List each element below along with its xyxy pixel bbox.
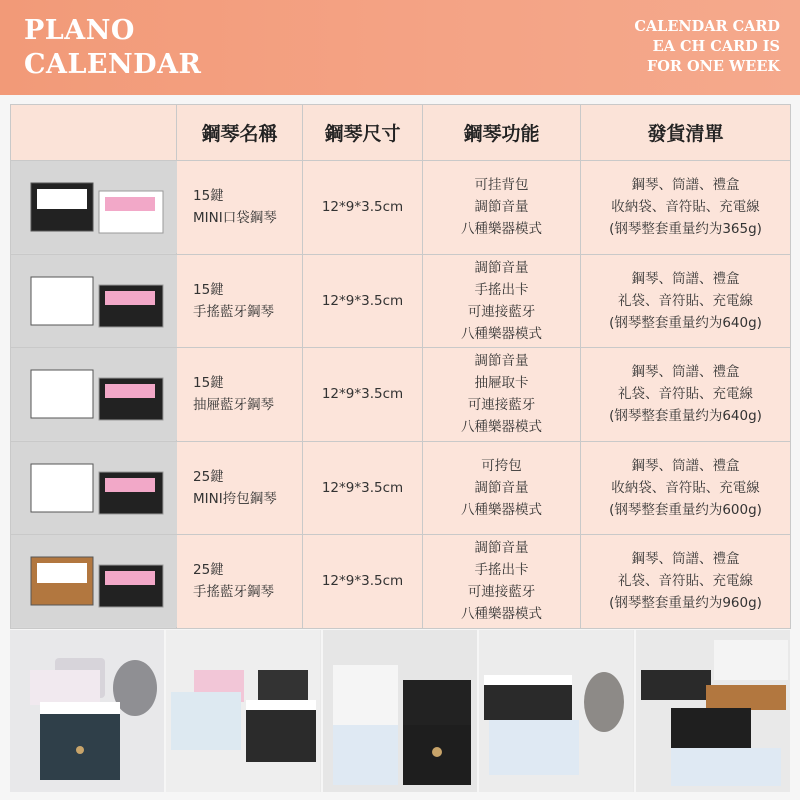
contents-line: (钢琴整套重量约为600g) <box>609 501 762 518</box>
product-features-cell <box>423 161 581 255</box>
product-comparison-table <box>10 104 791 629</box>
feature-line: 八種樂器模式 <box>461 221 542 238</box>
header-features: 鋼琴功能 <box>423 105 581 161</box>
feature-line: 八種樂器模式 <box>461 325 542 342</box>
product-name-line: 15鍵 <box>193 281 224 298</box>
piano-product-photo-icon <box>11 348 177 440</box>
product-features-cell <box>423 254 581 348</box>
product-name-line: 手搖藍牙鋼琴 <box>193 584 274 601</box>
header-image <box>11 105 177 161</box>
gallery-photo-5 <box>636 630 790 792</box>
contents-line: (钢琴整套重量约为365g) <box>609 221 762 238</box>
piano-box-photo-icon <box>479 630 633 792</box>
gallery-strip <box>10 630 790 792</box>
product-name-line: 15鍵 <box>193 188 224 205</box>
product-image-cell <box>11 441 177 535</box>
tagline-line-3: FOR ONE WEEK <box>647 58 780 75</box>
table-row <box>11 254 791 348</box>
contents-line: 鋼琴、筒譜、禮盒 <box>631 177 740 194</box>
gallery-photo-2 <box>166 630 320 792</box>
product-size-cell: 12*9*3.5cm <box>303 254 423 348</box>
feature-line: 可連接藍牙 <box>467 397 536 414</box>
brand-line-2: CALENDAR <box>24 49 202 80</box>
contents-line: 鋼琴、筒譜、禮盒 <box>631 457 740 474</box>
package-contents-cell <box>581 535 791 629</box>
product-name-cell <box>177 254 303 348</box>
product-name-line: MINI挎包鋼琴 <box>193 490 277 507</box>
product-features-cell <box>423 348 581 442</box>
contents-line: 鋼琴、筒譜、禮盒 <box>631 551 740 568</box>
piano-product-photo-icon <box>11 442 177 534</box>
header-name: 鋼琴名稱 <box>177 105 303 161</box>
contents-line: 收納袋、音符貼、充電線 <box>611 199 760 216</box>
feature-line: 調節音量 <box>474 540 529 557</box>
feature-line: 調節音量 <box>474 199 529 216</box>
feature-line: 可連接藍牙 <box>467 303 536 320</box>
product-image-cell <box>11 348 177 442</box>
product-size-cell: 12*9*3.5cm <box>303 348 423 442</box>
product-name-cell <box>177 535 303 629</box>
product-name-cell <box>177 441 303 535</box>
brand-line-1: PLANO <box>24 15 135 46</box>
product-name-line: MINI口袋鋼琴 <box>193 210 277 227</box>
product-image-cell <box>11 161 177 255</box>
contents-line: (钢琴整套重量约为640g) <box>609 408 762 425</box>
tagline-line-1: CALENDAR CARD <box>634 18 780 35</box>
product-name-cell <box>177 161 303 255</box>
product-size-cell: 12*9*3.5cm <box>303 161 423 255</box>
feature-line: 調節音量 <box>474 259 529 276</box>
contents-line: (钢琴整套重量约为640g) <box>609 314 762 331</box>
product-name-cell <box>177 348 303 442</box>
contents-line: 礼袋、音符貼、充電線 <box>618 573 753 590</box>
tagline-line-2: EA CH CARD IS <box>652 38 780 55</box>
product-table-container <box>10 104 790 628</box>
package-contents-cell <box>581 254 791 348</box>
feature-line: 調節音量 <box>474 353 529 370</box>
feature-line: 可連接藍牙 <box>467 584 536 601</box>
table-row <box>11 441 791 535</box>
header-size: 鋼琴尺寸 <box>303 105 423 161</box>
product-image-cell <box>11 535 177 629</box>
product-name-line: 抽屜藍牙鋼琴 <box>193 397 274 414</box>
feature-line: 可挎包 <box>481 457 522 474</box>
contents-line: 礼袋、音符貼、充電線 <box>618 386 753 403</box>
piano-product-photo-icon <box>11 255 177 347</box>
piano-product-photo-icon <box>11 535 177 627</box>
contents-line: 鋼琴、筒譜、禮盒 <box>631 270 740 287</box>
contents-line: 鋼琴、筒譜、禮盒 <box>631 364 740 381</box>
gallery-photo-4 <box>479 630 633 792</box>
header-contents: 發貨清單 <box>581 105 791 161</box>
wooden-piano-photo-icon <box>636 630 790 792</box>
table-header-row <box>11 105 791 161</box>
product-name-line: 15鍵 <box>193 375 224 392</box>
contents-line: 收納袋、音符貼、充電線 <box>611 479 760 496</box>
package-contents-cell <box>581 441 791 535</box>
gallery-photo-3 <box>323 630 477 792</box>
product-features-cell <box>423 535 581 629</box>
header-banner <box>0 0 800 95</box>
product-size-cell: 12*9*3.5cm <box>303 535 423 629</box>
table-row <box>11 535 791 629</box>
package-contents-cell <box>581 348 791 442</box>
product-name-line: 25鍵 <box>193 562 224 579</box>
product-size-cell: 12*9*3.5cm <box>303 441 423 535</box>
brand-title <box>24 14 201 82</box>
feature-line: 抽屜取卡 <box>474 375 529 392</box>
feature-line: 八種樂器模式 <box>461 606 542 623</box>
tagline <box>634 17 780 77</box>
gift-box-photo-icon <box>10 630 164 792</box>
product-name-line: 25鍵 <box>193 468 224 485</box>
feature-line: 八種樂器模式 <box>461 501 542 518</box>
feature-line: 手搖出卡 <box>474 281 529 298</box>
gallery-photo-1 <box>10 630 164 792</box>
contents-line: 礼袋、音符貼、充電線 <box>618 292 753 309</box>
feature-line: 八種樂器模式 <box>461 419 542 436</box>
product-name-line: 手搖藍牙鋼琴 <box>193 303 274 320</box>
piano-product-photo-icon <box>11 161 177 253</box>
product-features-cell <box>423 441 581 535</box>
contents-line: (钢琴整套重量约为960g) <box>609 595 762 612</box>
table-row <box>11 348 791 442</box>
feature-line: 調節音量 <box>474 479 529 496</box>
table-row <box>11 161 791 255</box>
product-image-cell <box>11 254 177 348</box>
gift-bag-photo-icon <box>323 630 477 792</box>
package-contents-cell <box>581 161 791 255</box>
feature-line: 可挂背包 <box>474 177 529 194</box>
feature-line: 手搖出卡 <box>474 562 529 579</box>
box-set-photo-icon <box>166 630 320 792</box>
